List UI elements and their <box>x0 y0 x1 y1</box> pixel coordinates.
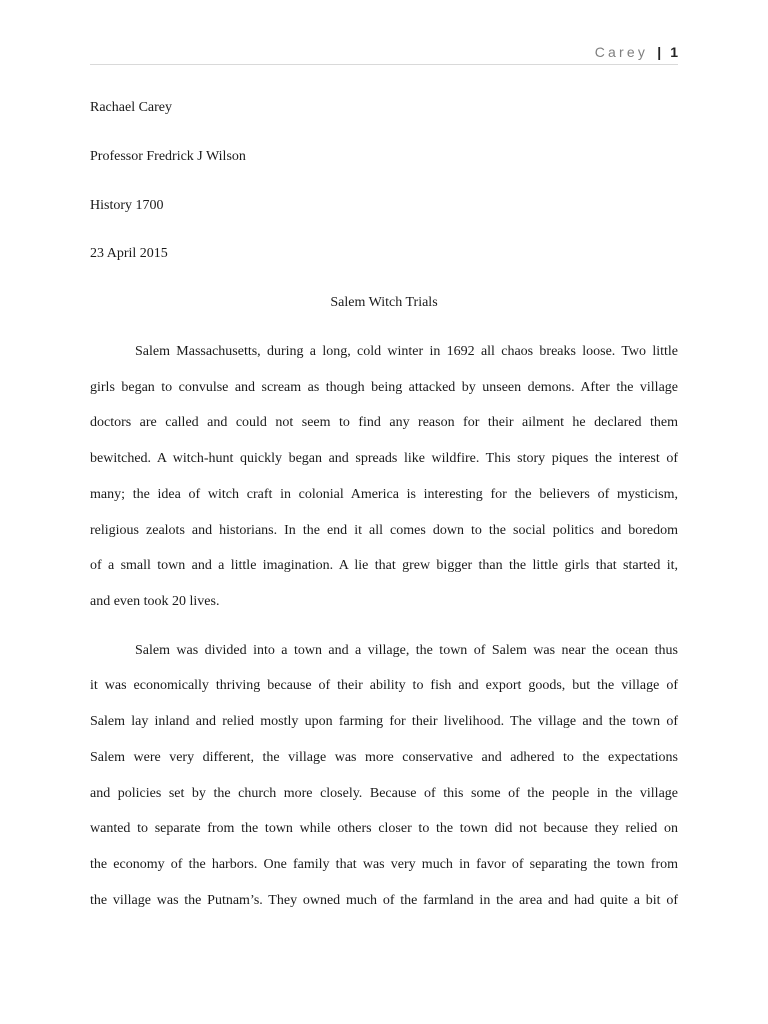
paragraph-line: Salem lay inland and relied mostly upon farming for their livelihood. The village and the town of <box>90 714 678 730</box>
paragraph-line: many; the idea of witch craft in colonial America is interesting for the believers of mysticism, <box>90 486 678 502</box>
paragraph-line: of a small town and a little imagination. A lie that grew bigger than the little girls that started it, <box>90 558 678 574</box>
paragraph-line: the village was the Putnam’s. They owned much of the farmland in the area and had quite a bit of <box>90 892 678 908</box>
paragraph-line: and policies set by the church more closely. Because of this some of the people in the village <box>90 785 678 801</box>
running-header <box>595 44 678 60</box>
paper-title: Salem Witch Trials <box>330 295 438 311</box>
student-name: Rachael Carey <box>90 100 173 115</box>
paragraph-line: wanted to separate from the town while others closer to the town did not because they relied on <box>90 821 678 837</box>
paragraph-line: Salem Massachusetts, during a long, cold winter in 1692 all chaos breaks loose. Two little <box>135 343 678 359</box>
document-body <box>90 90 678 931</box>
paragraph-line: it was economically thriving because of their ability to fish and export goods, but the village of <box>90 678 678 694</box>
paragraph-line: Salem were very different, the village was more conservative and adhered to the expectations <box>90 749 678 765</box>
paragraph-2 <box>90 633 678 919</box>
paragraph-line: and even took 20 lives. <box>90 593 220 609</box>
course-name: History 1700 <box>90 197 164 213</box>
paragraph-line: bewitched. A witch-hunt quickly began and spreads like wildfire. This story piques the interest of <box>90 451 678 467</box>
paragraph-1 <box>90 334 678 620</box>
header-author-name: Carey <box>594 44 649 60</box>
header-separator: | <box>657 44 662 60</box>
paragraph-line: religious zealots and historians. In the end it all comes down to the social politics and boredom <box>90 522 678 538</box>
paragraph-line: girls began to convulse and scream as though being attacked by unseen demons. After the village <box>90 379 678 395</box>
paragraph-line: doctors are called and could not seem to find any reason for their ailment he declared them <box>90 415 678 431</box>
page-number: 1 <box>670 44 678 60</box>
paper-date: 23 April 2015 <box>90 246 168 262</box>
professor-name: Professor Fredrick J Wilson <box>90 148 246 164</box>
paragraph-line: the economy of the harbors. One family that was very much in favor of separating the town from <box>90 856 678 872</box>
paragraph-line: Salem was divided into a town and a village, the town of Salem was near the ocean thus <box>135 642 678 658</box>
header-rule <box>90 64 678 65</box>
